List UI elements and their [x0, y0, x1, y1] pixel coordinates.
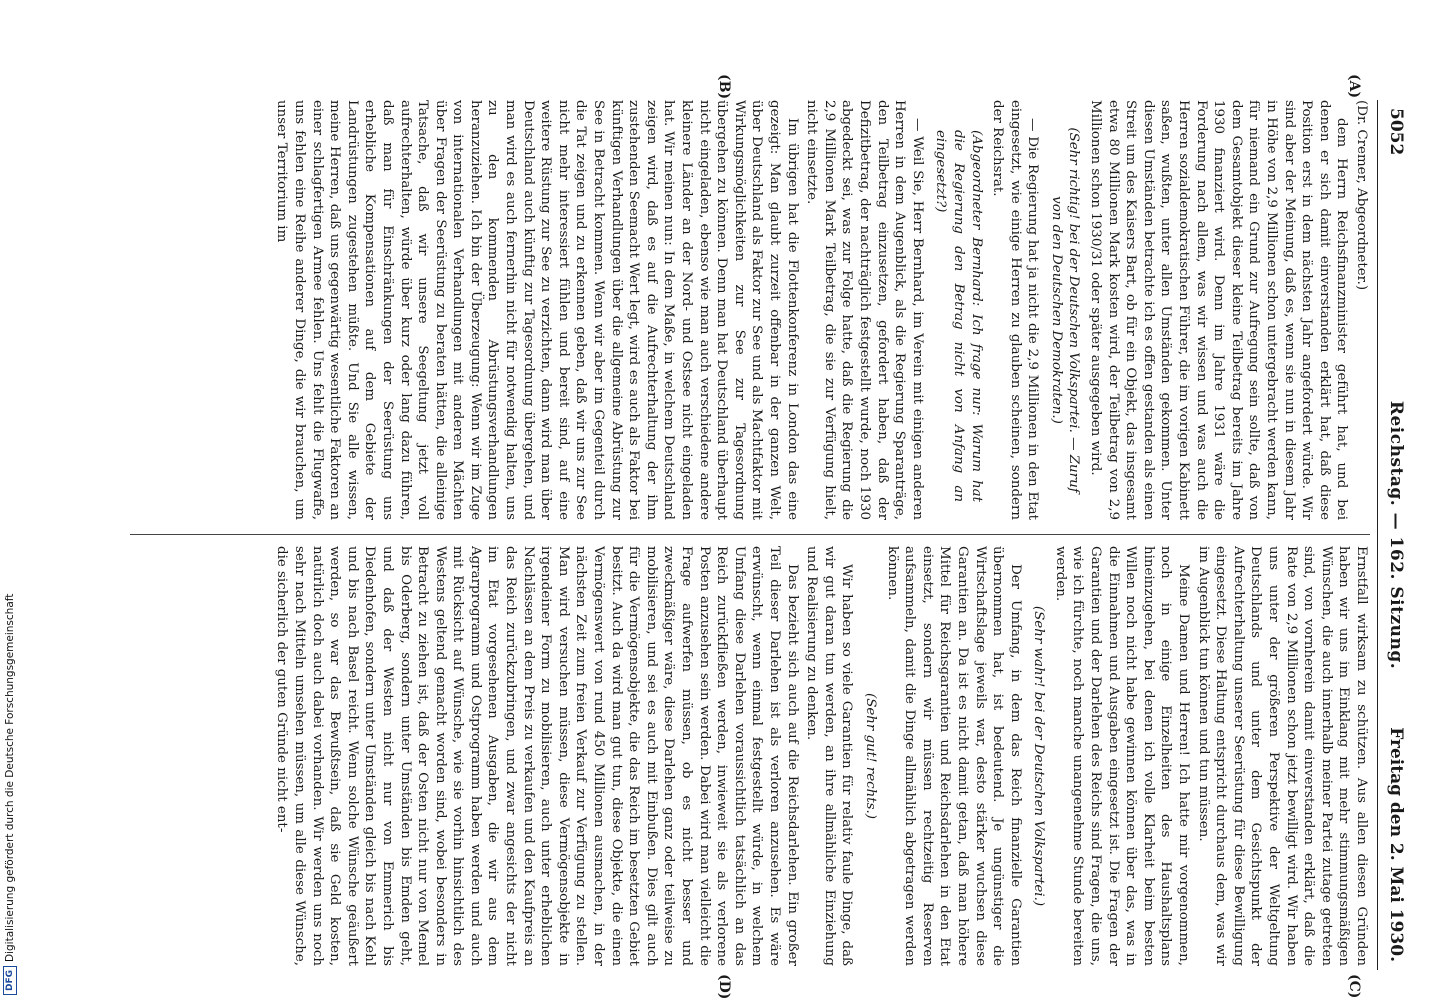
paragraph: — Weil Sie, Herr Bernhard, im Verein mit einigen anderen Herren in dem Augenblick, als die Regierung Sparanträge, den Teilbetrag einzusetzen, gefordert haben, daß der Defizitbetrag, der nachträglich festgestellt wurde, noch 1930 abgedeckt sei, was zur Folge hatte, daß die Regierung die 2,9 Millionen Mark Teilbetrag, die sie zur Verfügung hielt, nicht einsetzte.	[804, 100, 925, 520]
remark: (Sehr richtig! bei der Deutschen Volkspartei. — Zuruf von den Deutschen Demokraten.)	[1048, 127, 1082, 493]
paragraph: Im übrigen hat die Flottenkonferenz in London das eine gezeigt: Man glaubt zurzeit offenbar in der ganzen Welt, über Deutschland als Faktor zur See und als Machtfaktor mit Wirkungsmöglichkeiten zur See zur Tagesordnung übergehen zu können. Denn man hat Deutschland überhaupt nicht eingeladen, ebenso wie man auch verschiedene andere kleinere Länder an der Nord- und Ostsee nicht eingeladen hat. Wir meinen nun: In dem Maße, in welchem Deutschland zeigen wird, daß es auf die Aufrechterhaltung der ihm zustehenden Seemacht Wert legt, wird es auch als Faktor bei künftigen Verhandlungen über die allgemeine Abrüstung zur See in Betracht kommen. Wenn wir aber im Gegenteil durch die Tat zeigen und zu erkennen geben, daß wir uns zur See nicht mehr interessiert fühlen und bereit sind, auf eine weitere Rüstung zur See zu verzichten, dann wird man über Deutschland auch künftig zur Tagesordnung übergehen, und man wird es auch fernerhin nicht für notwendig halten, uns zu den kommenden Abrüstungsverhandlungen heranzuziehen. Ich bin der Überzeugung: Wenn wir im Zuge von internationalen Verhandlungen mit anderen Mächten über Fragen der Seerüstung zu beraten hätten, die alleinige Tatsache, daß wir unsere Seegeltung jetzt voll aufrechterhalten, würde über kurz oder lang dazu führen, daß man für Einschränkungen der Seerüstung uns erhebliche Kompensationen auf dem Gebiete der Landrüstungen zugestehen müßte. Und Sie alle wissen, meine Herren, daß uns gegenwärtig wesentliche Faktoren an einer schlagfertigen Armee fehlen. Uns fehlt die Flugwaffe, uns fehlen eine Reihe anderer Dinge, die wir brauchen, um unser Territorium im	[274, 100, 800, 520]
margin-marker-c: (C)	[1346, 974, 1362, 999]
interjection: (Abgeordneter Bernhard: Ich frage nur: Warum hat die Regierung den Betrag nicht von Anfang an eingesetzt?)	[933, 130, 984, 502]
paragraph: Wir haben so viele Garantien für relativ faule Dinge, daß wir gut daran tun werden, an ihre allmähliche Einziehung und Realisierung zu denken.	[804, 546, 855, 966]
margin-marker-b: (B)	[716, 74, 732, 100]
digitization-credit	[2, 0, 18, 995]
header-session: Reichstag. — 162. Sitzung.	[1386, 400, 1406, 670]
paragraph: dem Herrn Reichsfinanzminister geführt hat, und bei denen er sich damit einverstanden erklärt hat, daß diese Position erst in dem nächsten Jahr angefordert würde. Wir sind aber der Meinung, daß es, wenn sie nun in diesem Jahr in Höhe von 2,9 Millionen schon untergebracht werden kann, für niemand ein Grund zur Aufregung sein sollte, daß von dem Gesamtobjekt dieser kleine Teilbetrag bereits im Jahre 1930 finanziert wird. Denn im Jahre 1931 wäre die Forderung nach allem, was wir wissen und was auch die Herren sozialdemokratischen Führer, die im vorigen Kabinett saßen, wußten, unter allen Umständen gekommen. Unter diesen Umständen betrachte ich es offen gestanden als einen Streit um des Kaisers Bart, ob für ein Objekt, das insgesamt etwa 80 Millionen Mark kosten wird, der Teilbetrag von 2,9 Millionen schon 1930/31 oder später ausgegeben wird.	[1088, 100, 1350, 520]
page-header	[1377, 100, 1410, 970]
paragraph: Der Umfang, in dem das Reich finanzielle Garantien übernommen hat, ist bedeutend. Je ungünstiger die Wirtschaftslage jeweils war, desto stärker wuchsen diese Garantien an. Da ist es nicht damit getan, daß man höhere Mittel für Reichsgarantien und Reichsdarlehen in den Etat einsetzt, sondern wir müssen rechtzeitig Reserven aufsammeln, damit die Dinge allmählich abgetragen werden können.	[884, 546, 1023, 966]
margin-marker-d: (D)	[716, 974, 732, 1000]
dfg-logo: DFG	[3, 966, 17, 995]
paragraph: Ernstfall wirksam zu schützen. Aus allen diesen Gründen haben wir uns im Einklang mit mehr stimmungsmäßigen Wünschen, die auch innerhalb meiner Partei zutage getreten sind, von vornherein damit einverstanden erklärt, daß die Rate von 2,9 Millionen schon jetzt bewilligt wird. Wir haben uns unter der größeren Perspektive der Weltgeltung Deutschlands und unter dem Gesichtspunkt der Aufrechterhaltung unserer Seerüstung für diese Bewilligung eingesetzt. Diese Haltung entspricht durchaus dem, was wir im Augenblick tun können und tun müssen.	[1195, 546, 1369, 966]
header-date: Freitag den 2. Mai 1930.	[1386, 727, 1406, 962]
column-divider	[130, 534, 1370, 535]
remark: (Sehr wahr! bei der Deutschen Volkspartei.)	[1031, 605, 1047, 907]
left-column	[130, 100, 1370, 520]
remark: (Sehr gut! rechts.)	[862, 692, 878, 819]
paragraph: Meine Damen und Herren! Ich hatte mir vorgenommen, noch in einige Einzelheiten des Haushaltsplans hineinzugehen, bei denen ich volle Klarheit beim besten Willen noch nicht habe gewinnen können über das, was in die Einnahmen und Ausgaben eingesetzt ist. Die Fragen der Garantien und der Darlehen des Reichs sind Fragen, die uns, wie ich fürchte, noch manche unangenehme Stunde bereiten werden.	[1052, 546, 1192, 966]
credit-text: Digitalisierung gefördert durch die Deutsche Forschungsgemeinschaft	[4, 593, 16, 962]
speaker-line: (Dr. Cremer, Abgeordneter.)	[1354, 100, 1369, 291]
paragraph: Das bezieht sich auch auf die Reichsdarlehen. Ein großer Teil dieser Darlehen ist als verloren anzusehen. Es wäre erwünscht, wenn einmal festgestellt würde, in welchem Umfang diese Darlehen voraussichtlich tatsächlich an das Reich zurückfließen werden, inwieweit sie als verlorene Posten anzusehen sein werden. Dabei wird man vielleicht die Frage aufwerfen müssen, ob es nicht besser und zweckmäßiger wäre, diese Darlehen ganz oder teilweise zu mobilisieren, und sei es auch mit Einbußen. Dies gilt auch für die Vermögensobjekte, die das Reich im besetzten Gebiet besitzt. Auch da wird man gut tun, diese Objekte, die einen Vermögenswert von rund 450 Millionen ausmachen, in der nächsten Zeit zum freien Verkauf zur Verfügung zu stellen. Man wird versuchen müssen, diese Vermögensobjekte in irgendeiner Form zu mobilisieren, auch unter erheblichen Nachlässen an dem Preis zu verkaufen und den Kaufpreis an das Reich zurückzubringen, und zwar angesichts der nicht im Etat vorgesehenen Ausgaben, die wir aus dem Agrarprogramm und Ostprogramm haben werden und auch mit Rücksicht auf Wünsche, wie sie vorhin hinsichtlich des Westens geltend gemacht worden sind, wobei besonders in Betracht zu ziehen ist, daß der Osten nicht nur von Memel bis Oderberg, sondern unter Umständen bis Emden geht, und daß der Westen nicht nur von Emmerich bis Diedenhofen, sondern unter Umständen gleich bis nach Kehl und bis nach Basel reicht. Wenn solche Wünsche geäußert werden, so war das Bewußtsein, daß sie Geld kosten, natürlich doch auch dabei vorhanden. Wir werden uns noch sehr nach Mitteln umsehen müssen, um alle diese Wünsche, die sicherlich der guten Gründe nicht ent-	[274, 546, 800, 966]
margin-marker-a: (A)	[1346, 74, 1362, 99]
rotated-document-page	[120, 74, 1410, 1000]
page-number: 5052	[1386, 108, 1406, 156]
right-column	[130, 546, 1370, 966]
paragraph: — Die Regierung hat ja nicht die 2,9 Millionen in den Etat eingesetzt, wie einige Herren zu glauben scheinen, sondern der Reichsrat.	[990, 100, 1041, 520]
